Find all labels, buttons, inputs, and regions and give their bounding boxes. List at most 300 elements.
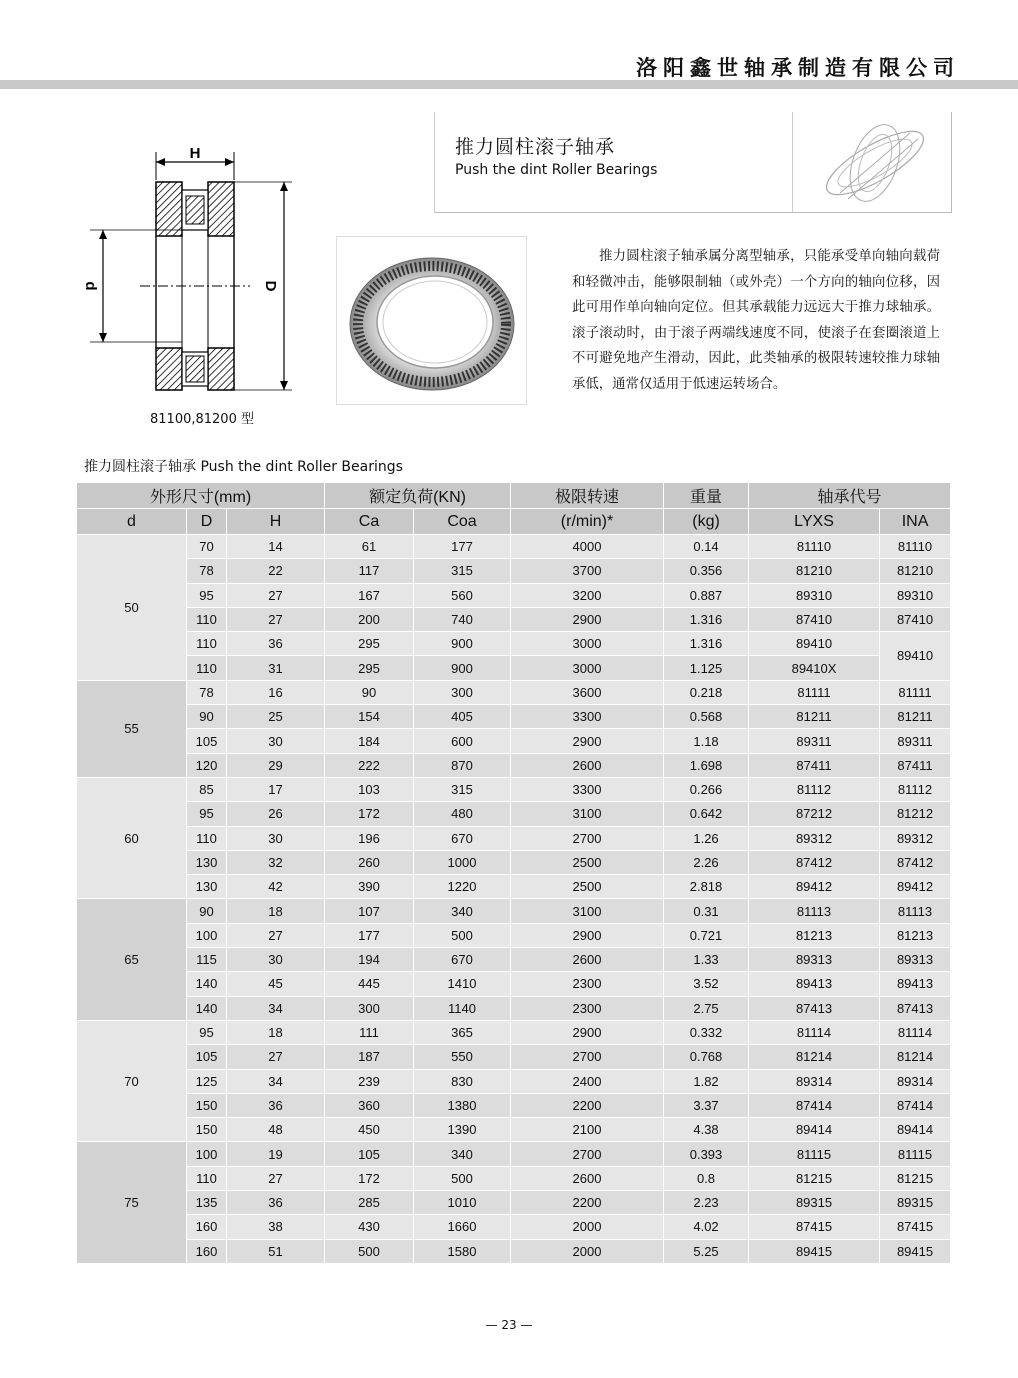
cell-speed: 4000 [511,535,664,559]
cell-weight: 1.316 [664,632,749,656]
header-lyxs: LYXS [749,509,880,535]
cell-H: 36 [227,632,325,656]
cell-D: 120 [187,753,227,777]
cell-d: 75 [77,1142,187,1263]
cell-Coa: 300 [414,680,511,704]
header-dims: 外形尺寸(mm) [77,483,325,509]
cell-speed: 2000 [511,1215,664,1239]
cell-Ca: 105 [325,1142,414,1166]
cell-Ca: 295 [325,632,414,656]
header-weight-unit: (kg) [664,509,749,535]
cell-lyxs: 81211 [749,705,880,729]
cell-D: 78 [187,680,227,704]
cell-D: 105 [187,729,227,753]
cell-weight: 3.52 [664,972,749,996]
cell-D: 95 [187,802,227,826]
cell-lyxs: 87414 [749,1093,880,1117]
table-row [77,1118,951,1142]
header-weight: 重量 [664,483,749,509]
header-d: d [77,509,187,535]
cell-speed: 3100 [511,899,664,923]
cell-weight: 2.818 [664,875,749,899]
cell-H: 36 [227,1191,325,1215]
cell-H: 45 [227,972,325,996]
cell-D: 150 [187,1118,227,1142]
cell-lyxs: 89311 [749,729,880,753]
cell-ina: 89410 [880,632,951,681]
cell-ina: 81111 [880,680,951,704]
cell-Ca: 295 [325,656,414,680]
cell-H: 38 [227,1215,325,1239]
cell-Ca: 222 [325,753,414,777]
cell-Coa: 740 [414,607,511,631]
cell-H: 30 [227,826,325,850]
cell-lyxs: 87410 [749,607,880,631]
cell-Coa: 550 [414,1045,511,1069]
cell-D: 110 [187,632,227,656]
cell-H: 17 [227,777,325,801]
cell-D: 95 [187,583,227,607]
cell-Coa: 560 [414,583,511,607]
bearing-thumbnail-image [800,115,950,210]
cell-weight: 0.642 [664,802,749,826]
table-row [77,1020,951,1044]
cell-ina: 89310 [880,583,951,607]
cell-ina: 81113 [880,899,951,923]
cell-Ca: 285 [325,1191,414,1215]
cell-speed: 2200 [511,1191,664,1215]
cell-H: 16 [227,680,325,704]
cell-H: 27 [227,1166,325,1190]
cell-D: 130 [187,875,227,899]
cell-weight: 0.332 [664,1020,749,1044]
cell-speed: 3300 [511,777,664,801]
cell-Coa: 177 [414,535,511,559]
page-number: — 23 — [485,1318,533,1332]
table-row [77,1142,951,1166]
table-group-header-row [77,483,951,509]
cell-Ca: 90 [325,680,414,704]
cell-ina: 81213 [880,923,951,947]
cell-weight: 0.14 [664,535,749,559]
cell-speed: 2500 [511,850,664,874]
cell-Coa: 670 [414,948,511,972]
header-H: H [227,509,325,535]
cell-Ca: 117 [325,559,414,583]
cell-speed: 2900 [511,729,664,753]
cell-Coa: 1000 [414,850,511,874]
cell-speed: 2600 [511,753,664,777]
cell-Ca: 167 [325,583,414,607]
cell-H: 27 [227,923,325,947]
cell-Ca: 194 [325,948,414,972]
cell-ina: 89312 [880,826,951,850]
table-row [77,1166,951,1190]
cell-D: 70 [187,535,227,559]
cell-D: 130 [187,850,227,874]
cell-weight: 2.75 [664,996,749,1020]
cell-H: 32 [227,850,325,874]
cell-weight: 1.316 [664,607,749,631]
cell-lyxs: 81111 [749,680,880,704]
cell-lyxs: 89312 [749,826,880,850]
table-row [77,972,951,996]
cell-Coa: 1580 [414,1239,511,1263]
cell-speed: 2700 [511,826,664,850]
cell-Coa: 670 [414,826,511,850]
cell-Ca: 450 [325,1118,414,1142]
cell-Coa: 340 [414,899,511,923]
title-separator [792,112,793,212]
cell-Ca: 61 [325,535,414,559]
cell-lyxs: 81213 [749,923,880,947]
bearing-photo [336,236,527,405]
cell-ina: 89412 [880,875,951,899]
cell-lyxs: 89415 [749,1239,880,1263]
cell-weight: 2.23 [664,1191,749,1215]
cell-Coa: 500 [414,1166,511,1190]
header-speed: 极限转速 [511,483,664,509]
cell-D: 140 [187,996,227,1020]
cell-lyxs: 89310 [749,583,880,607]
cell-lyxs: 89410X [749,656,880,680]
cell-ina: 81214 [880,1045,951,1069]
cell-ina: 87415 [880,1215,951,1239]
cell-weight: 0.721 [664,923,749,947]
cell-ina: 89315 [880,1191,951,1215]
cell-ina: 87414 [880,1093,951,1117]
cell-H: 22 [227,559,325,583]
table-row [77,899,951,923]
cell-weight: 2.26 [664,850,749,874]
cell-lyxs: 89315 [749,1191,880,1215]
cell-d: 70 [77,1020,187,1141]
model-label: 81100,81200 型 [150,412,254,427]
cell-H: 18 [227,1020,325,1044]
cell-Ca: 187 [325,1045,414,1069]
cell-Coa: 1390 [414,1118,511,1142]
cell-Ca: 111 [325,1020,414,1044]
cell-weight: 0.568 [664,705,749,729]
cell-speed: 2100 [511,1118,664,1142]
table-row [77,656,951,680]
table-row [77,705,951,729]
table-row [77,802,951,826]
cell-weight: 0.31 [664,899,749,923]
table-row [77,923,951,947]
cell-speed: 2600 [511,948,664,972]
cell-H: 27 [227,583,325,607]
cell-Ca: 430 [325,1215,414,1239]
cell-Coa: 830 [414,1069,511,1093]
cell-D: 78 [187,559,227,583]
cell-ina: 89313 [880,948,951,972]
cell-lyxs: 81214 [749,1045,880,1069]
cell-Ca: 200 [325,607,414,631]
cell-weight: 1.18 [664,729,749,753]
cell-ina: 89414 [880,1118,951,1142]
cell-Coa: 870 [414,753,511,777]
cell-ina: 87411 [880,753,951,777]
cell-Ca: 103 [325,777,414,801]
cell-Coa: 1140 [414,996,511,1020]
cell-ina: 81110 [880,535,951,559]
cell-speed: 3000 [511,656,664,680]
cell-D: 150 [187,1093,227,1117]
cell-speed: 2500 [511,875,664,899]
cell-weight: 0.887 [664,583,749,607]
cell-lyxs: 81215 [749,1166,880,1190]
bearing-cross-section-drawing [70,140,310,405]
cell-weight: 5.25 [664,1239,749,1263]
cell-ina: 87410 [880,607,951,631]
table-body [77,535,951,1264]
table-row [77,607,951,631]
cell-lyxs: 89412 [749,875,880,899]
cell-Ca: 172 [325,802,414,826]
cell-lyxs: 87212 [749,802,880,826]
d-dimension-label: d [82,281,99,291]
cell-speed: 2700 [511,1045,664,1069]
cell-d: 50 [77,535,187,681]
cell-speed: 2400 [511,1069,664,1093]
cell-lyxs: 89410 [749,632,880,656]
cell-lyxs: 89413 [749,972,880,996]
D-dimension-label: D [262,280,279,292]
cell-D: 110 [187,1166,227,1190]
cell-Ca: 390 [325,875,414,899]
table-row [77,535,951,559]
cell-Coa: 1010 [414,1191,511,1215]
cell-Coa: 900 [414,632,511,656]
cell-H: 18 [227,899,325,923]
cell-lyxs: 81113 [749,899,880,923]
cell-ina: 89415 [880,1239,951,1263]
cell-H: 31 [227,656,325,680]
cell-H: 36 [227,1093,325,1117]
cell-Ca: 500 [325,1239,414,1263]
cell-weight: 0.266 [664,777,749,801]
cell-lyxs: 81210 [749,559,880,583]
cell-ina: 87412 [880,850,951,874]
cell-weight: 1.82 [664,1069,749,1093]
h-dimension-label: H [189,145,201,162]
cell-speed: 3300 [511,705,664,729]
cell-Coa: 1380 [414,1093,511,1117]
cell-lyxs: 89414 [749,1118,880,1142]
table-row [77,1069,951,1093]
header-Coa: Coa [414,509,511,535]
cell-weight: 0.218 [664,680,749,704]
cell-Coa: 1410 [414,972,511,996]
cell-speed: 2000 [511,1239,664,1263]
table-row [77,680,951,704]
cell-speed: 2300 [511,972,664,996]
table-row [77,826,951,850]
cell-speed: 2900 [511,923,664,947]
table-row [77,1239,951,1263]
cell-d: 55 [77,680,187,777]
table-row [77,583,951,607]
cell-Coa: 1220 [414,875,511,899]
cell-Ca: 445 [325,972,414,996]
cell-Ca: 239 [325,1069,414,1093]
cell-H: 30 [227,948,325,972]
cell-Ca: 154 [325,705,414,729]
cell-lyxs: 87412 [749,850,880,874]
cell-D: 140 [187,972,227,996]
cell-lyxs: 87415 [749,1215,880,1239]
cell-Coa: 1660 [414,1215,511,1239]
cell-D: 85 [187,777,227,801]
cell-ina: 81112 [880,777,951,801]
cell-lyxs: 81114 [749,1020,880,1044]
table-row [77,632,951,656]
cell-Ca: 196 [325,826,414,850]
cell-weight: 0.768 [664,1045,749,1069]
cell-d: 60 [77,777,187,898]
company-name: 洛阳鑫世轴承制造有限公司 [636,56,960,80]
cell-Coa: 600 [414,729,511,753]
cell-speed: 2300 [511,996,664,1020]
cell-speed: 2700 [511,1142,664,1166]
table-row [77,1191,951,1215]
cell-ina: 81210 [880,559,951,583]
cell-D: 100 [187,923,227,947]
cell-Coa: 480 [414,802,511,826]
cell-H: 25 [227,705,325,729]
cell-lyxs: 87411 [749,753,880,777]
cell-ina: 89413 [880,972,951,996]
cell-lyxs: 89313 [749,948,880,972]
header-Ca: Ca [325,509,414,535]
cell-H: 34 [227,1069,325,1093]
header-D: D [187,509,227,535]
table-row [77,996,951,1020]
cell-D: 115 [187,948,227,972]
header-code: 轴承代号 [749,483,951,509]
header-speed-unit: (r/min)* [511,509,664,535]
cell-H: 14 [227,535,325,559]
table-row [77,729,951,753]
cell-weight: 4.38 [664,1118,749,1142]
cell-ina: 87413 [880,996,951,1020]
table-row [77,1093,951,1117]
header-bar [0,80,1018,89]
cell-Coa: 365 [414,1020,511,1044]
cell-speed: 2600 [511,1166,664,1190]
cell-Ca: 300 [325,996,414,1020]
cell-Coa: 340 [414,1142,511,1166]
cell-ina: 89311 [880,729,951,753]
cell-lyxs: 81110 [749,535,880,559]
cell-H: 48 [227,1118,325,1142]
cell-speed: 2900 [511,1020,664,1044]
cell-Coa: 315 [414,559,511,583]
cell-ina: 81115 [880,1142,951,1166]
cell-D: 125 [187,1069,227,1093]
cell-lyxs: 81112 [749,777,880,801]
product-title-zh: 推力圆柱滚子轴承 [455,136,616,158]
product-description: 推力圆柱滚子轴承属分离型轴承，只能承受单向轴向载荷和轻微冲击，能够限制轴（或外壳）一个方向的轴向位移，因此可用作单向轴向定位。但其承载能力远远大于推力球轴承。滚子滚动时，由于滚子两端线速度不同，使滚子在套圈滚道上不可避免地产生滑动，因此，此类轴承的极限转速较推力球轴承低，通常仅适用于低速运转场合。 [572,249,940,392]
table-sub-header-row [77,509,951,535]
cell-weight: 4.02 [664,1215,749,1239]
cell-D: 160 [187,1239,227,1263]
cell-speed: 3000 [511,632,664,656]
cell-Coa: 500 [414,923,511,947]
table-caption: 推力圆柱滚子轴承 Push the dint Roller Bearings [84,459,403,475]
cell-D: 160 [187,1215,227,1239]
cell-Ca: 360 [325,1093,414,1117]
cell-weight: 1.125 [664,656,749,680]
cell-D: 110 [187,656,227,680]
cell-lyxs: 89314 [749,1069,880,1093]
cell-speed: 3100 [511,802,664,826]
cell-H: 34 [227,996,325,1020]
table-row [77,1215,951,1239]
cell-D: 135 [187,1191,227,1215]
cell-ina: 81212 [880,802,951,826]
cell-H: 29 [227,753,325,777]
product-title-en: Push the dint Roller Bearings [455,162,658,178]
cell-Coa: 900 [414,656,511,680]
cell-D: 110 [187,826,227,850]
cell-D: 90 [187,705,227,729]
table-row [77,777,951,801]
cell-speed: 3700 [511,559,664,583]
cell-weight: 1.26 [664,826,749,850]
cell-H: 30 [227,729,325,753]
cell-ina: 89314 [880,1069,951,1093]
cell-Ca: 172 [325,1166,414,1190]
cell-Ca: 107 [325,899,414,923]
cell-D: 95 [187,1020,227,1044]
cell-D: 110 [187,607,227,631]
cell-speed: 3600 [511,680,664,704]
cell-D: 105 [187,1045,227,1069]
cell-speed: 2900 [511,607,664,631]
cell-D: 90 [187,899,227,923]
header-load: 额定负荷(KN) [325,483,511,509]
cell-H: 51 [227,1239,325,1263]
cell-Coa: 405 [414,705,511,729]
cell-H: 42 [227,875,325,899]
cell-weight: 3.37 [664,1093,749,1117]
cell-speed: 3200 [511,583,664,607]
table-row [77,875,951,899]
cell-weight: 0.393 [664,1142,749,1166]
cell-H: 19 [227,1142,325,1166]
cell-Coa: 315 [414,777,511,801]
cell-weight: 1.33 [664,948,749,972]
cell-ina: 81114 [880,1020,951,1044]
table-row [77,1045,951,1069]
cell-Ca: 260 [325,850,414,874]
cell-Ca: 184 [325,729,414,753]
cell-D: 100 [187,1142,227,1166]
table-row [77,559,951,583]
cell-lyxs: 81115 [749,1142,880,1166]
cell-ina: 81215 [880,1166,951,1190]
cell-weight: 0.356 [664,559,749,583]
cell-Ca: 177 [325,923,414,947]
specification-table [76,482,951,1264]
table-row [77,850,951,874]
cell-weight: 1.698 [664,753,749,777]
cell-H: 27 [227,1045,325,1069]
cell-speed: 2200 [511,1093,664,1117]
cell-H: 27 [227,607,325,631]
